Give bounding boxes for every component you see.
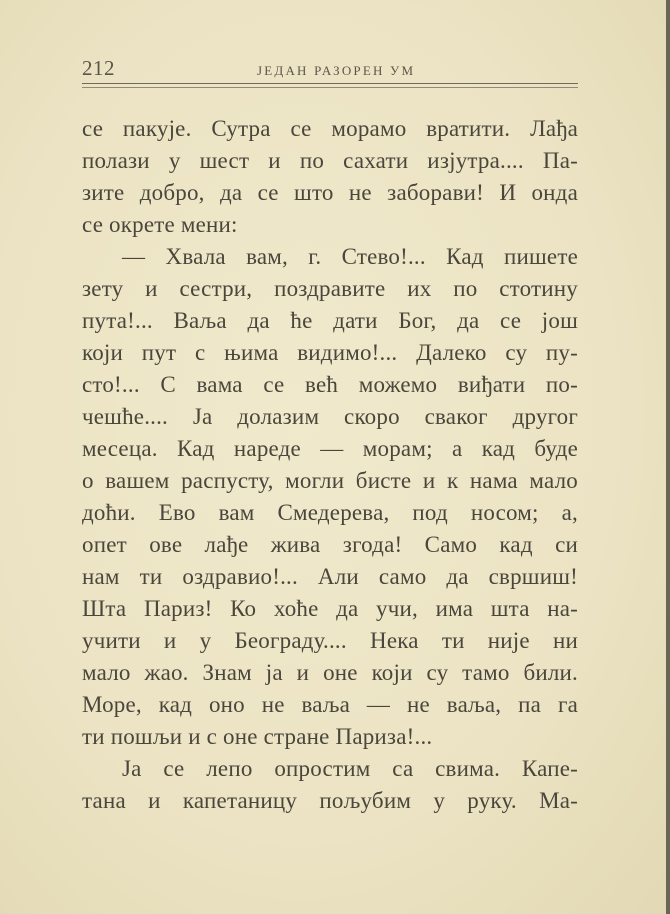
text-line: мало жао. Знам ја и оне који су тамо били. xyxy=(82,660,578,685)
text-line: зету и сестри, поздравите их по стотину xyxy=(82,276,578,301)
text-line: Море, кад оно не ваља — не ваља, па га xyxy=(82,692,578,717)
text-line: зите добро, да се што не заборави! И онда xyxy=(82,180,578,205)
text-line: доћи. Ево вам Смедерева, под носом; а, xyxy=(82,500,578,525)
page-edge-shadow xyxy=(666,0,670,914)
text-line: учити и у Београду.... Нека ти није ни xyxy=(82,628,578,653)
text-line: тана и капетаницу пољубим у руку. Ма- xyxy=(82,788,578,813)
text-line: полази у шест и по сахати изјутра.... Па- xyxy=(82,148,578,173)
text-line: сто!... С вама се већ можемо виђати по- xyxy=(82,372,578,397)
text-line: Ја се лепо опростим са свима. Капе- xyxy=(122,756,578,781)
text-line: опет ове лађе жива згода! Само кад си xyxy=(82,532,578,557)
text-line: који пут с њима видимо!... Далеко су пу- xyxy=(82,340,578,365)
text-line: Шта Париз! Ко хоће да учи, има шта на- xyxy=(82,596,578,621)
body-text xyxy=(82,113,578,817)
text-line: пута!... Ваља да ће дати Бог, да се још xyxy=(82,308,578,333)
page-header xyxy=(82,56,578,88)
header-rule xyxy=(82,83,578,84)
text-line: — Хвала вам, г. Стево!... Кад пишете xyxy=(122,244,578,269)
page-number: 212 xyxy=(82,56,115,80)
text-line: о вашем распусту, могли бисте и к нама мало xyxy=(82,468,578,493)
running-title: ЈЕДАН РАЗОРЕН УМ xyxy=(257,63,416,78)
text-line: ти пошљи и с оне стране Париза!... xyxy=(82,724,433,749)
text-line: се пакује. Сутра се морамо вратити. Лађа xyxy=(82,116,578,141)
text-line: месеца. Кад нареде — морам; а кад буде xyxy=(82,436,578,461)
text-line: чешће.... Ја долазим скоро сваког другог xyxy=(82,404,578,429)
text-line: се окрете мени: xyxy=(82,212,238,237)
header-rule xyxy=(82,87,578,88)
text-line: нам ти оздравио!... Али само да свршиш! xyxy=(82,564,578,589)
